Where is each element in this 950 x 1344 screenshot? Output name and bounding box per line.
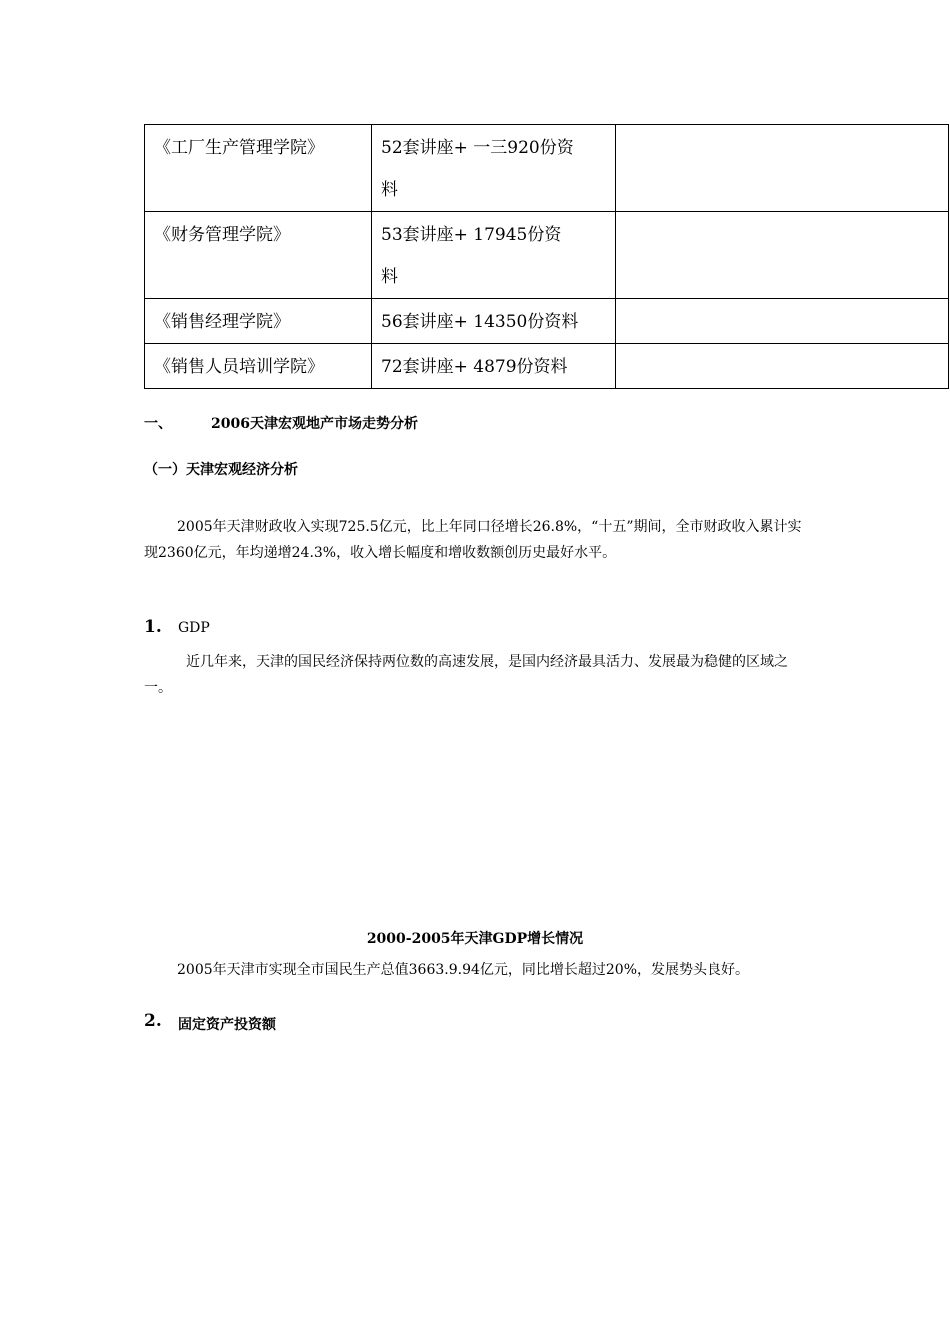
- table-cell-desc: [372, 344, 616, 389]
- subsection-title: （一）天津宏观经济分析: [144, 462, 298, 478]
- table-cell-desc-line: 52套讲座+ 一三920份资: [381, 138, 574, 158]
- table-cell-desc-line: 料: [381, 267, 398, 287]
- item-number: 2.: [144, 1011, 162, 1031]
- table-cell-desc: [372, 125, 616, 212]
- table-cell-note: [616, 212, 949, 299]
- section-title: 2006天津宏观地产市场走势分析: [211, 416, 418, 432]
- paragraph-fiscal: 2005年天津财政收入实现725.5亿元，比上年同口径增长26.8%，“十五”期间，全市财政收入累计实现2360亿元，年均递增24.3%，收入增长幅度和增收数额创历史最好水平。: [144, 519, 802, 561]
- item-title: GDP: [178, 620, 210, 636]
- table-cell-name: 《销售经理学院》: [145, 299, 372, 344]
- table-row: [145, 299, 949, 344]
- table-row: [145, 125, 949, 212]
- table-row: [145, 212, 949, 299]
- table-cell-desc: [372, 299, 616, 344]
- table-cell-name: 《工厂生产管理学院》: [145, 125, 372, 212]
- table-cell-desc-line: 72套讲座+ 4879份资料: [381, 357, 568, 377]
- item-number: 1.: [144, 617, 162, 637]
- table-cell-note: [616, 299, 949, 344]
- catalog-table: [144, 124, 949, 389]
- table-cell-desc-line: 料: [381, 180, 398, 200]
- table-cell-desc: [372, 212, 616, 299]
- figure-caption: 2000-2005年天津GDP增长情况: [366, 931, 584, 947]
- table-cell-note: [616, 125, 949, 212]
- table-cell-note: [616, 344, 949, 389]
- paragraph-gdp: 近几年来，天津的国民经济保持两位数的高速发展，是国内经济最具活力、发展最为稳健的区域之一。: [144, 654, 788, 696]
- table-cell-desc-line: 53套讲座+ 17945份资: [381, 225, 562, 245]
- table-row: [145, 344, 949, 389]
- table-cell-name: 《销售人员培训学院》: [145, 344, 372, 389]
- table-cell-desc-line: 56套讲座+ 14350份资料: [381, 312, 579, 332]
- table-cell-name: 《财务管理学院》: [145, 212, 372, 299]
- item-title: 固定资产投资额: [178, 1017, 276, 1033]
- paragraph-gdp-2005: 2005年天津市实现全市国民生产总值3663.9.94亿元，同比增长超过20%，发展势头良好。: [177, 962, 749, 978]
- section-number: 一、: [144, 416, 172, 432]
